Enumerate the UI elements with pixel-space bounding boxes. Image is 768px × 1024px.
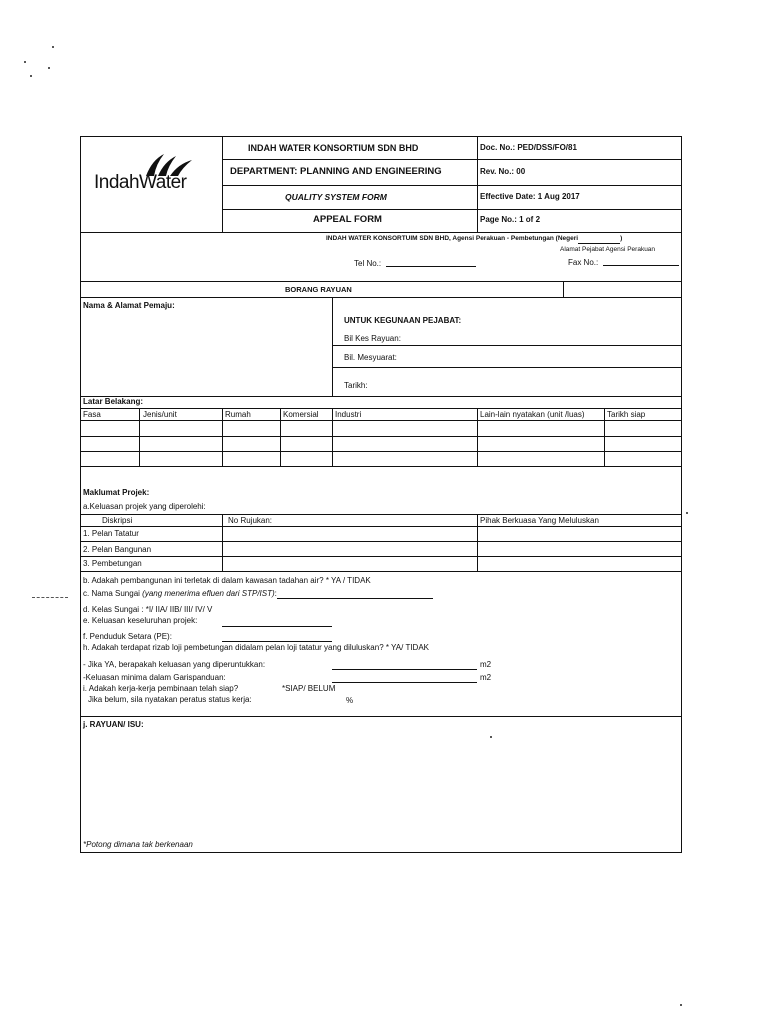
office-use-title: UNTUK KEGUNAAN PEJABAT: bbox=[344, 316, 462, 325]
agency-text: INDAH WATER KONSORTUIM SDN BHD, Agensi Perakuan - Pembetungan (Negeri bbox=[326, 235, 579, 242]
question-i: i. Adakah kerja-kerja pembinaan telah siap? bbox=[83, 684, 239, 693]
scan-speck bbox=[24, 61, 26, 63]
bg-col-completion: Tarikh siap bbox=[607, 410, 646, 419]
tel-field[interactable] bbox=[386, 266, 476, 267]
proj-row-sewerage: 3. Pembetungan bbox=[83, 559, 142, 568]
question-e: e. Keluasan keseluruhan projek: bbox=[83, 616, 198, 625]
question-h2: -Keluasan minima dalam Garispanduan: bbox=[83, 673, 226, 682]
question-h: h. Adakah terdapat rizab loji pembetungan didalam pelan loji tatatur yang diluluskan? * YA/ TIDAK bbox=[83, 643, 429, 652]
footnote: *Potong dimana tak berkenaan bbox=[83, 840, 193, 849]
meeting-number-label: Bil. Mesyuarat: bbox=[344, 353, 397, 362]
logo-text: IndahWater bbox=[94, 172, 187, 193]
bg-col-house: Rumah bbox=[225, 410, 251, 419]
project-area-label: a.Keluasan projek yang diperolehi: bbox=[83, 502, 206, 511]
agency-line bbox=[326, 234, 622, 244]
project-info-title: Maklumat Projek: bbox=[83, 488, 150, 497]
bg-col-commercial: Komersial bbox=[283, 410, 319, 419]
scan-speck bbox=[686, 512, 688, 514]
bg-col-phase: Fasa bbox=[83, 410, 101, 419]
allocated-area-field[interactable] bbox=[332, 669, 477, 670]
percent-sign: % bbox=[346, 696, 354, 705]
effective-date: Effective Date: 1 Aug 2017 bbox=[480, 192, 580, 201]
scan-speck bbox=[490, 736, 492, 738]
proj-col-reference: No Rujukan: bbox=[228, 516, 273, 525]
borang-title: BORANG RAYUAN bbox=[285, 285, 352, 294]
proj-col-authority: Pihak Berkuasa Yang Meluluskan bbox=[480, 516, 599, 525]
scan-speck bbox=[30, 75, 32, 77]
fax-label: Fax No.: bbox=[568, 258, 599, 267]
scan-speck bbox=[48, 67, 50, 69]
total-area-field[interactable] bbox=[222, 626, 332, 627]
proj-col-description: Diskripsi bbox=[102, 516, 133, 525]
proj-row-building: 2. Pelan Bangunan bbox=[83, 545, 152, 554]
office-address: Alamat Pejabat Agensi Perakuan bbox=[560, 246, 656, 253]
agency-close: ) bbox=[620, 235, 623, 242]
bg-col-industry: Industri bbox=[335, 410, 362, 419]
appeal-title: j. RAYUAN/ ISU: bbox=[83, 720, 144, 729]
background-title: Latar Belakang: bbox=[83, 397, 144, 406]
applicant-label: Nama & Alamat Pemaju: bbox=[83, 301, 175, 310]
date-label: Tarikh: bbox=[344, 381, 368, 390]
scan-speck bbox=[52, 46, 54, 48]
question-i-sub: Jika belum, sila nyatakan peratus status kerja: bbox=[88, 695, 252, 704]
pe-field[interactable] bbox=[222, 641, 332, 642]
question-d: d. Kelas Sungai : *I/ IIA/ IIB/ III/ IV/ V bbox=[83, 605, 213, 614]
question-f: f. Penduduk Setara (PE): bbox=[83, 632, 172, 641]
page-number: Page No.: 1 of 2 bbox=[480, 215, 541, 224]
question-h1: - Jika YA, berapakah keluasan yang diperuntukkan: bbox=[83, 660, 266, 669]
fax-field[interactable] bbox=[603, 265, 679, 266]
proj-row-layout: 1. Pelan Tatatur bbox=[83, 529, 139, 538]
river-name-field[interactable] bbox=[274, 589, 433, 599]
company-logo bbox=[92, 152, 212, 196]
scan-mark bbox=[32, 597, 68, 598]
bg-col-others: Lain-lain nyatakan (unit /luas) bbox=[480, 410, 585, 419]
min-area-field[interactable] bbox=[332, 682, 477, 683]
question-i-options: *SIAP/ BELUM bbox=[282, 684, 336, 693]
applicant-field[interactable] bbox=[82, 312, 327, 394]
question-c-italic: (yang menerima efluen dari STP/IST) bbox=[142, 589, 275, 598]
department-name: DEPARTMENT: PLANNING AND ENGINEERING bbox=[230, 166, 442, 177]
form-type: QUALITY SYSTEM FORM bbox=[285, 192, 387, 202]
question-c bbox=[83, 589, 433, 599]
scan-speck bbox=[680, 1004, 682, 1006]
form-title: APPEAL FORM bbox=[313, 214, 382, 225]
question-c-label: c. Nama Sungai bbox=[83, 589, 140, 598]
company-name: INDAH WATER KONSORTIUM SDN BHD bbox=[248, 143, 419, 153]
question-b: b. Adakah pembangunan ini terletak di dalam kawasan tadahan air? * YA / TIDAK bbox=[83, 576, 371, 585]
doc-number: Doc. No.: PED/DSS/FO/81 bbox=[480, 143, 577, 152]
tel-label: Tel No.: bbox=[354, 259, 382, 268]
case-number-label: Bil Kes Rayuan: bbox=[344, 334, 401, 343]
revision-number: Rev. No.: 00 bbox=[480, 167, 526, 176]
bg-col-type: Jenis/unit bbox=[143, 410, 177, 419]
unit-m2-1: m2 bbox=[480, 660, 492, 669]
unit-m2-2: m2 bbox=[480, 673, 492, 682]
appeal-field[interactable] bbox=[82, 733, 678, 833]
question-c-colon: : bbox=[274, 589, 277, 598]
